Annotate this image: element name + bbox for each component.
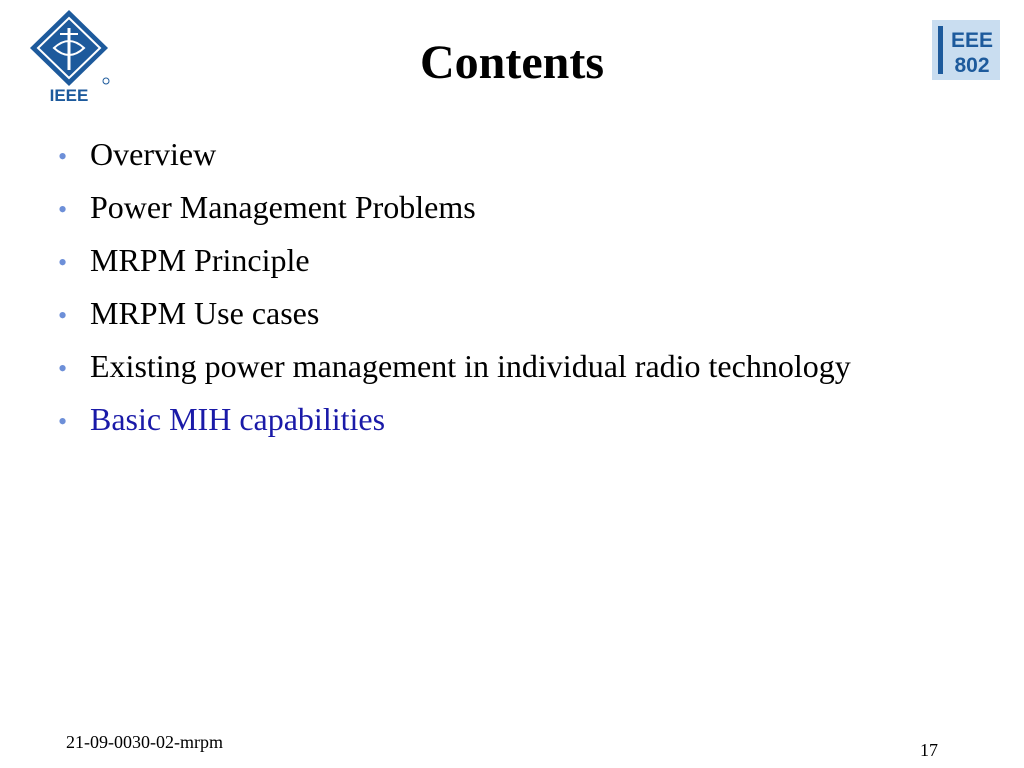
bullet-text: Overview (90, 136, 217, 172)
bullet-item-basic-mih-capabilities (58, 393, 851, 446)
footer-page-number: 17 (920, 740, 938, 760)
bullet-marker-icon: • (58, 354, 68, 383)
bullet-marker-icon: • (58, 248, 68, 277)
bullet-marker-icon: • (58, 301, 68, 330)
slide-title: Contents (419, 36, 604, 89)
bullet-marker-icon: • (58, 142, 68, 171)
ieee-802-logo-line2: 802 (954, 54, 990, 77)
bullet-item-overview (58, 128, 851, 181)
bullet-item-existing-power-management (58, 340, 851, 393)
bullet-text: Basic MIH capabilities (90, 401, 386, 437)
bullet-item-mrpm-use-cases (58, 287, 851, 340)
bullet-item-mrpm-principle (58, 234, 851, 287)
contents-bullet-list (58, 128, 851, 446)
ieee-802-logo-line1: EEE (950, 29, 994, 52)
bullet-text: MRPM Use cases (90, 295, 320, 331)
footer-document-id: 21-09-0030-02-mrpm (66, 732, 223, 752)
bullet-text: Existing power management in individual radio technology (90, 348, 851, 384)
bullet-marker-icon: • (58, 195, 68, 224)
bullet-text: Power Management Problems (90, 189, 476, 225)
bullet-marker-icon: • (58, 407, 68, 436)
bullet-item-power-management-problems (58, 181, 851, 234)
bullet-text: MRPM Principle (90, 242, 310, 278)
ieee-logo-text: IEEE (49, 86, 89, 103)
